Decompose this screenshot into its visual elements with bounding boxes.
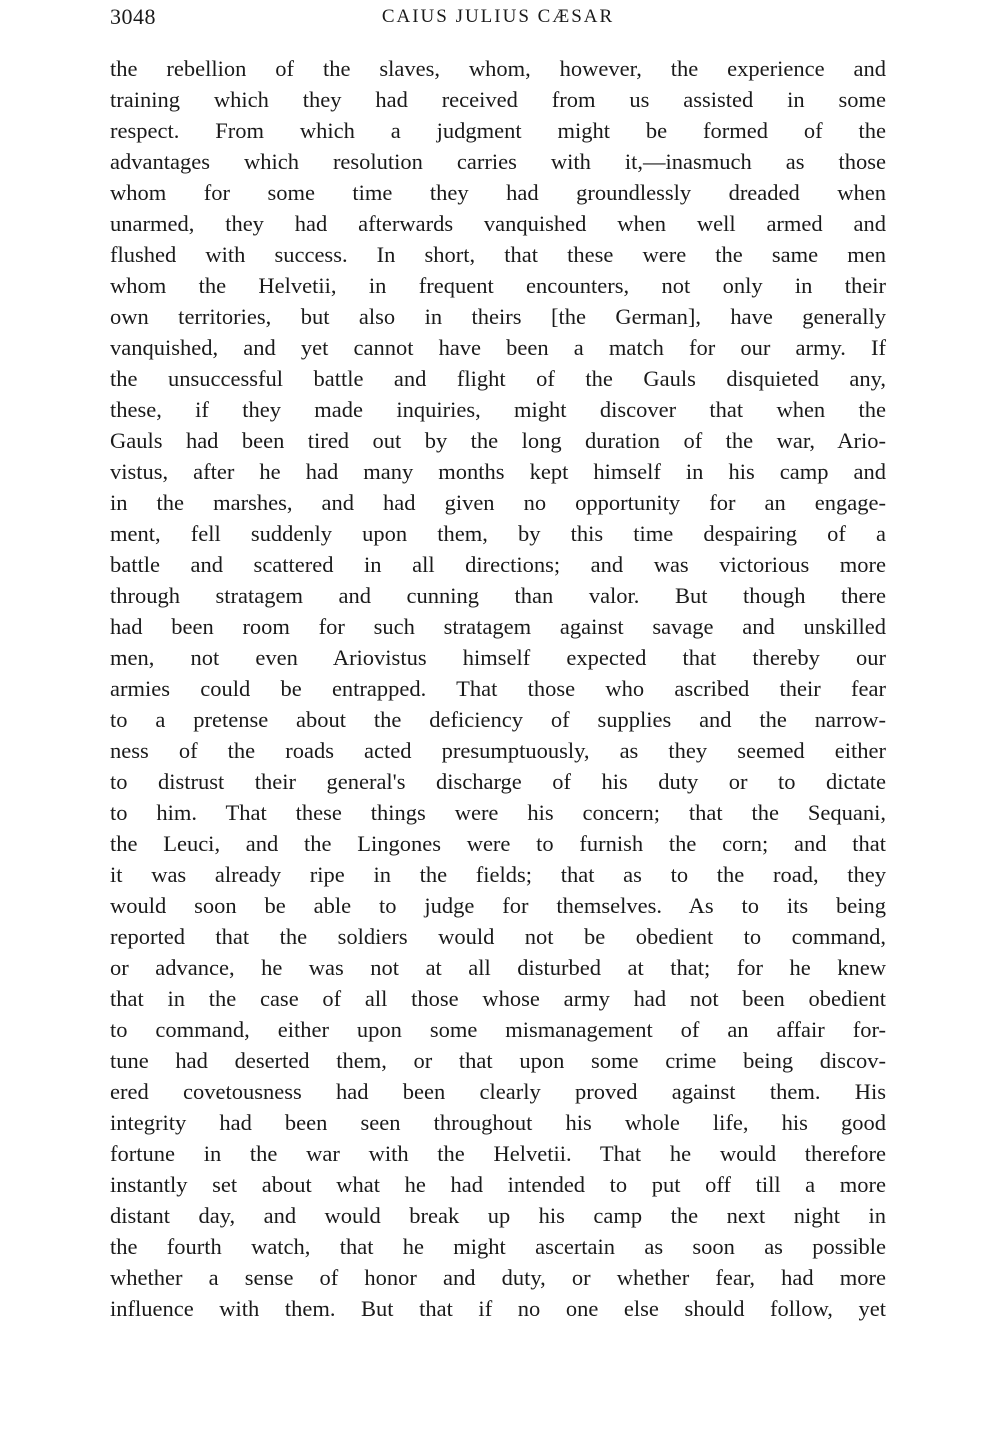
text-line: men, not even Ariovistus himself expected that thereby our	[110, 645, 886, 670]
text-line: would soon be able to judge for themselves. As to its being	[110, 893, 886, 918]
text-line: reported that the soldiers would not be obedient to command,	[110, 924, 886, 949]
text-line: whom for some time they had groundlessly dreaded when	[110, 180, 886, 205]
text-line: instantly set about what he had intended to put off till a more	[110, 1172, 886, 1197]
text-line: ment, fell suddenly upon them, by this time despairing of a	[110, 521, 886, 546]
text-line: to distrust their general's discharge of his duty or to dictate	[110, 769, 886, 794]
text-line: had been room for such stratagem against savage and unskilled	[110, 614, 886, 639]
text-line: vanquished, and yet cannot have been a match for our army. If	[110, 335, 886, 360]
text-line: the Leuci, and the Lingones were to furnish the corn; and that	[110, 831, 886, 856]
text-line: to him. That these things were his concern; that the Sequani,	[110, 800, 886, 825]
text-line: the unsuccessful battle and flight of the Gauls disquieted any,	[110, 366, 886, 391]
text-line: to a pretense about the deficiency of supplies and the narrow-	[110, 707, 886, 732]
text-line: fortune in the war with the Helvetii. That he would therefore	[110, 1141, 886, 1166]
text-line: ness of the roads acted presumptuously, as they seemed either	[110, 738, 886, 763]
text-line: armies could be entrapped. That those who ascribed their fear	[110, 676, 886, 701]
text-line: in the marshes, and had given no opportunity for an engage-	[110, 490, 886, 515]
text-line: respect. From which a judgment might be formed of the	[110, 118, 886, 143]
text-line: that in the case of all those whose army had not been obedient	[110, 986, 886, 1011]
text-line: vistus, after he had many months kept himself in his camp and	[110, 459, 886, 484]
text-line: whom the Helvetii, in frequent encounters, not only in their	[110, 273, 886, 298]
page-number: 3048	[110, 4, 156, 29]
body-text	[110, 53, 886, 1324]
text-line: the rebellion of the slaves, whom, however, the experience and	[110, 56, 886, 81]
text-line: whether a sense of honor and duty, or whether fear, had more	[110, 1265, 886, 1290]
text-line: advantages which resolution carries with it,—inasmuch as those	[110, 149, 886, 174]
text-line: own territories, but also in theirs [the German], have generally	[110, 304, 886, 329]
text-line: flushed with success. In short, that these were the same men	[110, 242, 886, 267]
text-line: it was already ripe in the fields; that as to the road, they	[110, 862, 886, 887]
text-line: Gauls had been tired out by the long duration of the war, Ario-	[110, 428, 886, 453]
text-line: unarmed, they had afterwards vanquished when well armed and	[110, 211, 886, 236]
page-header	[110, 4, 886, 32]
running-title: CAIUS JULIUS CÆSAR	[381, 6, 615, 27]
text-line: ered covetousness had been clearly proved against them. His	[110, 1079, 886, 1104]
text-line: the fourth watch, that he might ascertain as soon as possible	[110, 1234, 886, 1259]
text-line: influence with them. But that if no one else should follow, yet	[110, 1296, 886, 1321]
text-line: to command, either upon some mismanagement of an affair for-	[110, 1017, 886, 1042]
text-line: training which they had received from us assisted in some	[110, 87, 886, 112]
text-line: tune had deserted them, or that upon some crime being discov-	[110, 1048, 886, 1073]
text-line: or advance, he was not at all disturbed at that; for he knew	[110, 955, 886, 980]
text-line: these, if they made inquiries, might discover that when the	[110, 397, 886, 422]
text-line: through stratagem and cunning than valor. But though there	[110, 583, 886, 608]
text-line: battle and scattered in all directions; and was victorious more	[110, 552, 886, 577]
text-line: distant day, and would break up his camp the next night in	[110, 1203, 886, 1228]
text-line: integrity had been seen throughout his whole life, his good	[110, 1110, 886, 1135]
